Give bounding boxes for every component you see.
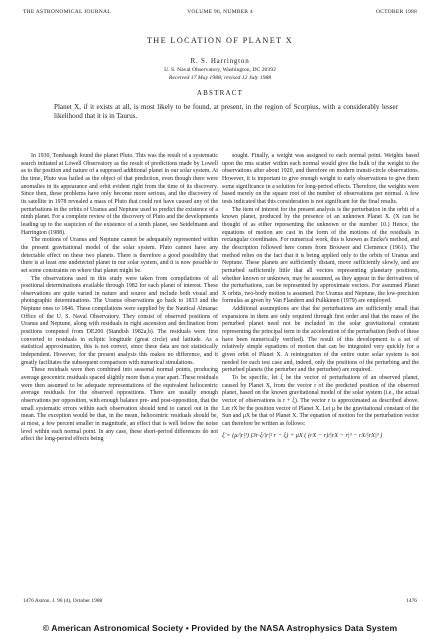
volume-number: VOLUME 96, NUMBER 4 (187, 9, 253, 15)
equation-of-motion: ξ̈ = (μ/|r|³) (3r·ξ/|r|² r − ξ) + μX ( (rX − r)/|rX − r|³ − rX/|rX|³ ) (222, 431, 383, 439)
body-column-right (222, 153, 419, 454)
paper-title: THE LOCATION OF PLANET X (146, 36, 294, 45)
received-dates: Received 17 May 1988; revised 12 July 1988 (168, 75, 272, 81)
abstract-heading: ABSTRACT (196, 89, 244, 97)
author-name: R. S. Harrington (190, 57, 250, 65)
copyright-credit: © American Astronomical Society • Provided by the NASA Astrophysics Data System (42, 623, 398, 633)
author-affiliation: U. S. Naval Observatory, Washington, DC 20392 (164, 67, 276, 73)
issue-date: OCTOBER 1988 (376, 9, 417, 15)
paragraph: To be specific, let ξ be the vector of perturbations of an observed planet, caused by Planet X, from the vector r of the predicted position of the observed planet, based on the known gravitational model of the solar system (i.e., the actual vector of observations is r + ξ). The vector r is approximated as described above. Let rX be the position vector of Planet X. Let μ be the gravitational constant of the Sun and μX be that of Planet X. The equation of motion for the perturbation vector can therefore be written as follows: (222, 375, 419, 427)
page-number: 1476 (406, 598, 417, 604)
footer-citation: 1476 Astron. J. 96 (4), October 1988 (23, 598, 103, 604)
page-footer (23, 598, 417, 606)
running-head (23, 9, 417, 19)
abstract-text: Planet X, if it exists at all, is most likely to be found, at present, in the region of Scorpius, with a considerably lesser likelihood that it is in Taurus. (54, 103, 398, 121)
paragraph: These residuals were then combined into seasonal normal points, producing average geocentric residuals spaced slightly more than a year apart. These residuals were then assumed to be adequate representations of the equivalent heliocentric average residuals for the observed oppositions. There are usually enough observations per opposition, with enough balance pre- and post-opposition, that the small systematic errors within each observation should tend to cancel out in the mean. The exception would be that, in the mean, heliocentric residuals should be, at most, a few percent smaller in magnitude, an effect that is well below the noise level within each normal point. In any case, these short-period differences do not affect the long-period effects being (21, 367, 218, 443)
paragraph: The observations used in this study were taken from compilations of all positional determinations available through 1982 for each planet of interest. These observations are quite varied in nature and source and include both visual and photographic determinations. The Uranus observations go back to 1833 and the Neptune ones to 1846. These compilations were supplied by the Nautical Almanac Office of the U. S. Naval Observatory. They consist of observed positions of Uranus and Neptune, along with residuals in right ascension and declination from positions computed from DE200 (Standish 1982a,b). The residuals were first converted to residuals in ecliptic longitude (great circle) and latitude. As a statistical approximation, this is not correct, since these data are not statistically independent. However, for the present analysis this makes no difference, and it greatly facilitates the subsequent comparison with numerical simulations. (21, 275, 218, 366)
paragraph: In 1930, Tombaugh found the planet Pluto. This was the result of a systematic search initiated at Lowell Observatory as the result of predictions made by Lowell as to the position and nature of a supposed additional planet in our solar system. At the time, Pluto was hailed as the object of that prediction, even though there were anomalies in its appearance and orbit evident right from the time of its discovery. Since then, these problems have only become more serious, and the discovery of its satellite in 1978 revealed a mass of Pluto that could not have caused any of the perturbations in the orbits of Uranus and Neptune used to predict the existence of a ninth planet. For a complete review of the discovery of Pluto and the developments leading up to the suspicion of the existence of a tenth planet, see Seidelmann and Harrington (1988). (21, 153, 218, 236)
paragraph: The motions of Uranus and Neptune cannot be adequately represented within the present gravitational model of the solar system. Pluto cannot have any detectable effect on these two planets. There is therefore a good possibility that there is at least one undetected planet in our solar system, and it is now possible to set some constraints on where that planet might be. (21, 237, 218, 274)
paragraph: sought. Finally, a weight was assigned to each normal point. Weights based upon the rms scatter within each normal would give the bulk of the weight to the observations after about 1920, and therefore on modern transit-circle observations. However, it is important to give enough weight to early observations to give them some significance in a solution for long-period effects. Therefore, the weights were based merely on the square root of the number of observations per normal. A few tests indicated that this consideration is not significant for the final results. (222, 153, 419, 205)
body-column-left (21, 153, 218, 444)
paragraph: The item of interest for the present analysis is the perturbation in the orbit of a known planet, produced by the presence of an unknown Planet X. (X can be thought of as either representing the unknown or the number 10.) Hence, the equations of motion are cast in the form of the motions of the residuals in rectangular coordinates. For numerical work, this is known as Encke's method, and the description followed here comes from Brouwer and Clemence (1961). The method relies on the fact that it is being applied only to the orbits of Uranus and Neptune. These planets are sufficiently distant, move sufficiently slowly, and are perturbed sufficiently little that all vectors representing planetary positions, whether known or unknown, may be assumed, as they appear in the derivatives of the perturbations, can be represented by approximate vectors. For assumed Planet X orbits, two-body motion is assumed. For Uranus and Neptune, the low-precision formulas as given by Van Flandern and Pulkkinen (1979) are employed. (222, 206, 419, 305)
journal-name: THE ASTRONOMICAL JOURNAL (23, 9, 111, 15)
paragraph: Additional assumptions are that the perturbations are sufficiently small that expansions in them are only required through first order and that the mass of the perturbed planet need not be included in the solar gravitational constant representing the principal term in the acceleration of the perturbation (both of these have been numerically verified). The result of this development is a set of relatively simple equations of motion that can be integrated very quickly for a given orbit of Planet X. A reintegration of the entire outer solar system is not needed for each test case and, indeed, only the positions of the perturbing and the perturbed planets (the perturber and the perturbee) are required. (222, 306, 419, 374)
